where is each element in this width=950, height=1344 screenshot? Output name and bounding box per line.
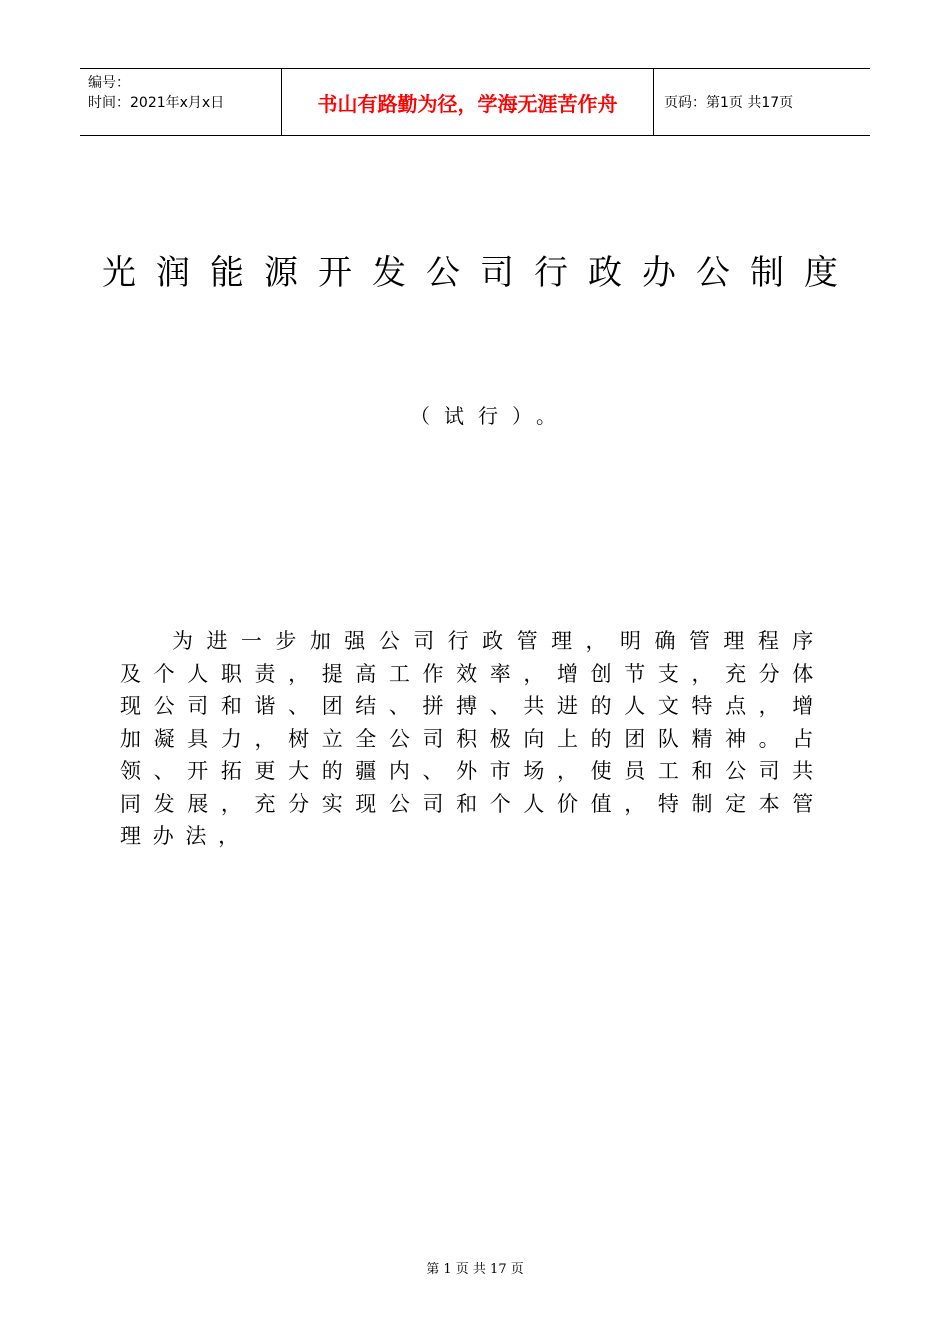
body-paragraph: 为进一步加强公司行政管理，明确管理程序及个人职责，提高工作效率，增创节支，充分体现公司和谐、团结、拼搏、共进的人文特点，增加凝具力，树立全公司积极向上的团队精神。占领、开拓更大的疆内、外市场，使员工和公司共同发展，充分实现公司和个人价值，特制定本管理办法， — [120, 629, 825, 848]
document-date-label: 时间：2021年x月x日 — [88, 95, 225, 111]
document-title: 光润能源开发公司行政办公制度 — [102, 253, 858, 293]
header-table — [80, 68, 870, 136]
header-page-cell — [654, 69, 870, 135]
header-meta-cell — [80, 69, 282, 135]
header-page-info: 页码：第1页 共17页 — [664, 95, 794, 111]
header-motto: 书山有路勤为径，学海无涯苦作舟 — [317, 91, 618, 116]
footer-page-number: 第 1 页 共 17 页 — [426, 1262, 524, 1277]
document-number-label: 编号： — [88, 75, 130, 91]
document-subtitle: （试行）。 — [410, 404, 570, 428]
header-motto-cell — [282, 69, 654, 135]
